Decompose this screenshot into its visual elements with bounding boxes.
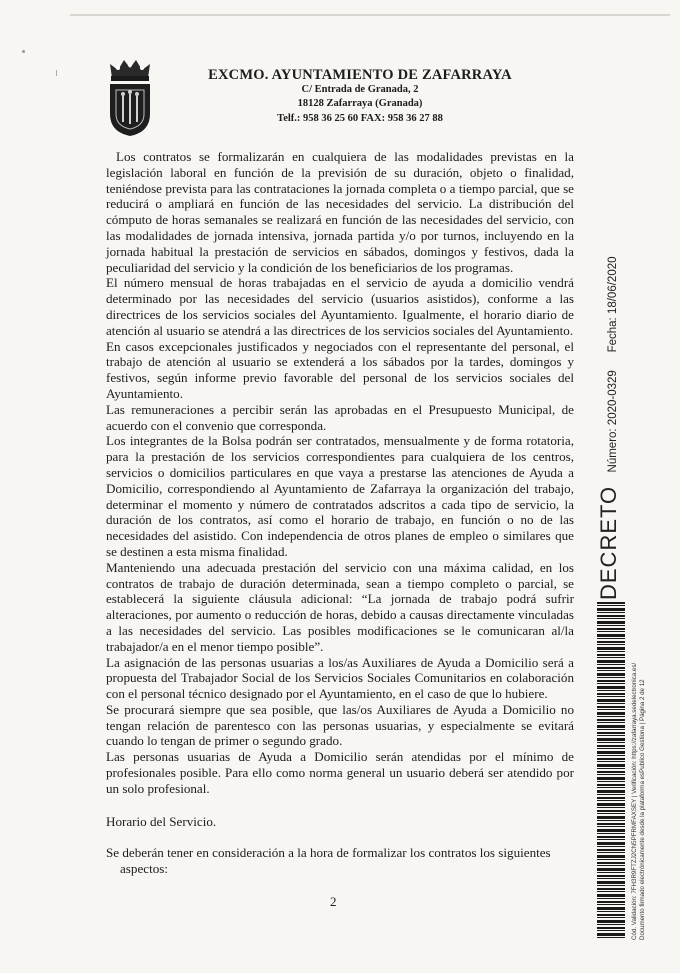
paragraph-line: Se deberán tener en consideración a la hora de formalizar los contratos los siguientes [106,845,551,861]
decree-label: DECRETO [596,485,621,600]
paragraph: En casos excepcionales justificados y negociados con el representante del personal, el trabajo de atención al usuario se extenderá a los sábados por la tardes, domingos y festivos, según informe previo favorable del personal de los servicios sociales del Ayuntamiento. [106,338,574,401]
paragraph: Las remuneraciones a percibir serán las aprobadas en el Presupuesto Municipal, de acuerdo con el convenio que corresponda. [106,401,574,433]
paragraph: Las personas usuarias de Ayuda a Domicilio serán atendidas por el mínimo de profesionales posible. Para ello como norma general un usuario deberá ser atendido por un solo profesional. [106,749,574,796]
coat-of-arms-icon [106,56,154,138]
decree-stamp [596,256,621,601]
letterhead [170,68,550,126]
paragraph: Manteniendo una adecuada prestación del servicio con una máxima calidad, en los contratos de trabajo de duración determinada, sean a tiempo completo o parcial, se establecerá la siguiente cláusula adicional: “La jornada de trabajo podrá sufrir alteraciones, por aumento o reducción de horas, debido a causas directamente vinculadas a las necesidades del servicio. Las posibles modificaciones se le comunicaran al/la trabajador/a en el menor tiempo posible”. [106,559,574,654]
city-line: 18128 Zafarraya (Granada) [297,98,423,109]
address-line: C/ Entrada de Granada, 2 [301,83,419,95]
verification-line: Documento firmado electrónicamente desde la plataforma esPublico Gestiona | Página 2 de 12 [639,679,646,940]
section-heading: Horario del Servicio. [106,813,217,829]
organization-name: EXCMO. AYUNTAMIENTO DE ZAFARRAYA [208,67,512,83]
scan-edge [70,14,670,16]
paragraph: La asignación de las personas usuarias a los/as Auxiliares de Ayuda a Domicilio será a propuesta del Trabajador Social de los Servicios Sociales Comunitarios en colaboración con el personal técnico designado por el Ayuntamiento, en el caso de que lo hubiere. [106,654,574,702]
verification-note [631,662,646,941]
phone-line: Telf.: 958 36 25 60 FAX: 958 36 27 88 [277,112,443,124]
paragraph: Se procurará siempre que sea posible, que las/os Auxiliares de Ayuda a Domicilio no tengan relación de parentesco con las personas usuarias, y especialmente se evitará cuando lo tengan de primer o segundo grado. [106,701,574,749]
paragraph: El número mensual de horas trabajadas en el servicio de ayuda a domicilio vendrá determinado por las necesidades del servicio (usuarios asistidos), conforme a las directrices de los servicios sociales del Ayuntamiento. Igualmente, el horario diario de atención al usuario se atendrá a las directrices de los servicios sociales del Ayuntamiento. [106,275,574,338]
page-number: 2 [330,894,337,909]
scan-speck [22,50,25,53]
barcode [597,602,625,940]
paragraph [106,845,574,877]
verification-line: Cód. Validación: 7FH3R9FTZJ2CN5PFRMFAXSEY | Verificación: https://zafarraya.sedelectronica.es/ [631,662,638,940]
decree-date: Fecha: 18/06/2020 [607,256,619,353]
paragraph: Los integrantes de la Bolsa podrán ser contratados, mensualmente y de forma rotatoria, para la prestación de los servicios correspondientes para cualquiera de los centros, servicios o domicilios particulares en que vaya a prestarse las atenciones de Ayuda a Domicilio, correspondiendo al Ayuntamiento de Zafarraya la organización del trabajo, determinar el momento y número de contratados adscritos a cada tipo de servicio, la duración de los contratos, así como el horario de trabajo, en función o no de las necesidades del asistido. Con independencia de otros planes de empleo o similares que se destinen a esta misma finalidad. [106,433,574,559]
document-body [106,149,574,877]
scan-mark [56,70,61,76]
paragraph-line: aspectos: [120,861,168,877]
paragraph: Los contratos se formalizarán en cualquiera de las modalidades previstas en la legislación laboral en función de la previsión de su duración, objeto o finalidad, teniéndose prevista para las contrataciones la jornada completa o a tiempo parcial, que se reducirá o ampliará en función de las necesidades del servicio. La distribución del cómputo de horas semanales se realizará en función de las necesidades del servicio, con las modalidades de jornada intensiva, jornada partida y/o por turnos, incluyendo en la jornada habitual la prestación de servicios en sábados, domingos y festivos, dada la peculiaridad del servicio y la condición de los beneficiarios de los programas. [106,149,574,275]
decree-number: Número: 2020-0329 [607,370,619,473]
